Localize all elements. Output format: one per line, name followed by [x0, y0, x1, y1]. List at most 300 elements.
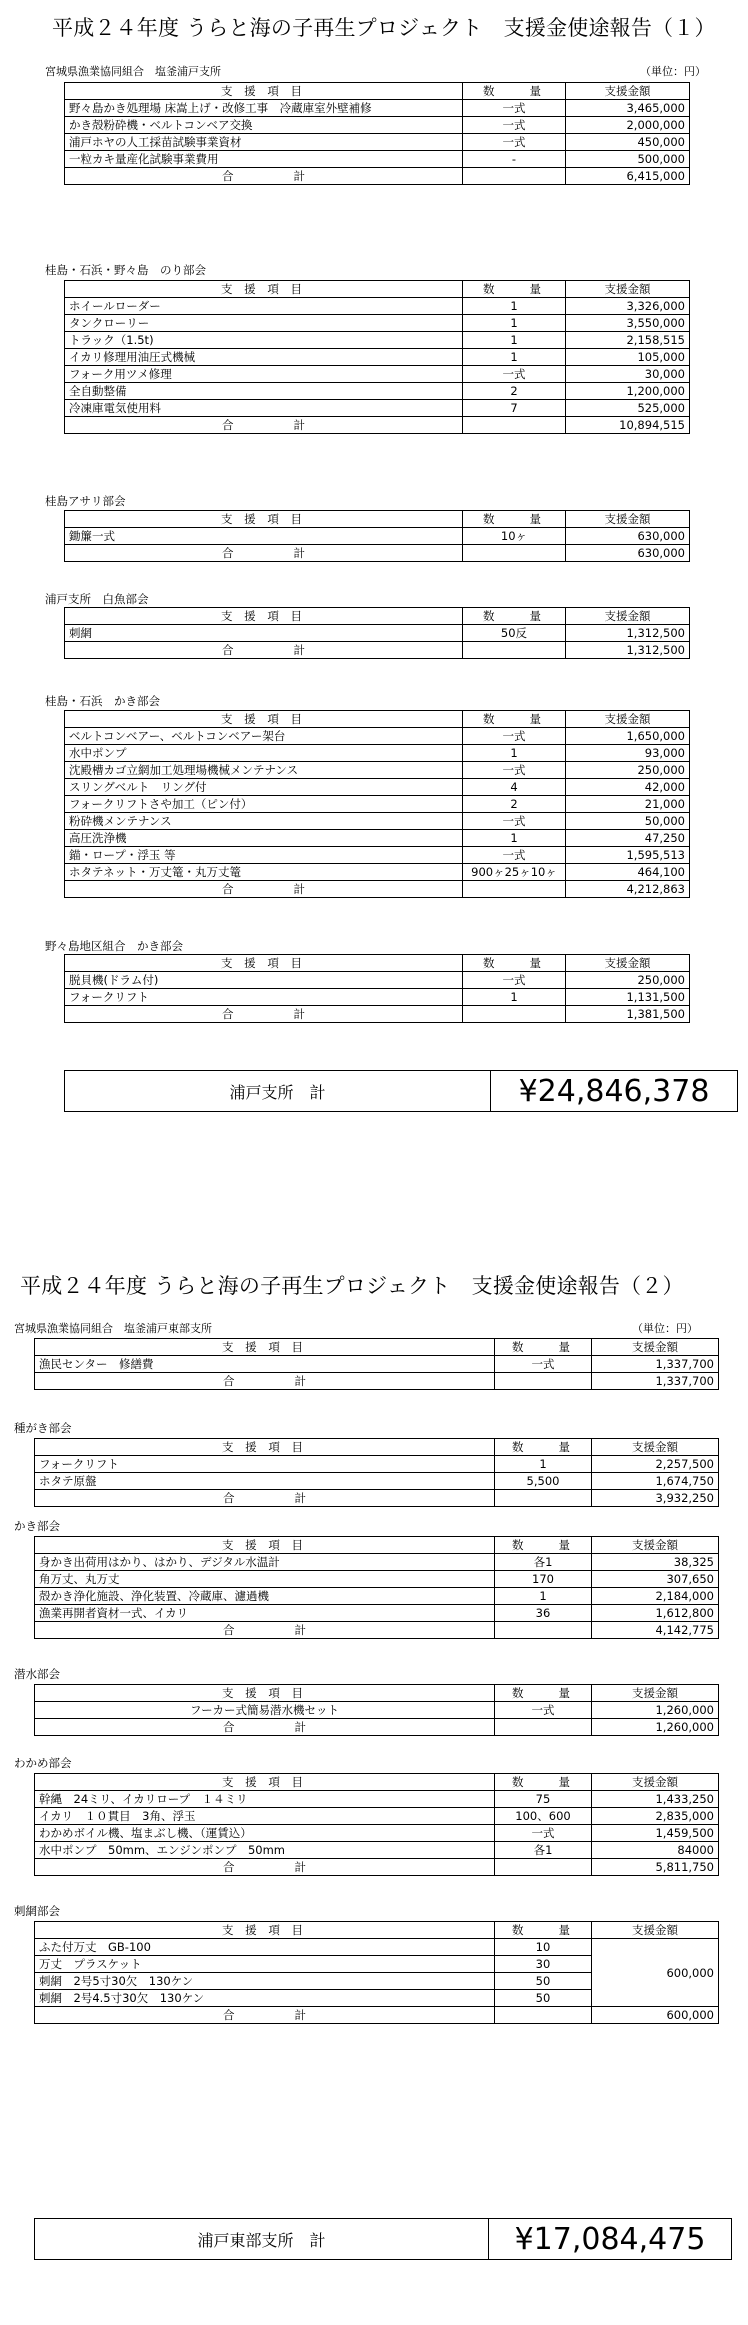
- amount-cell: 500,000: [566, 151, 690, 168]
- header-amount: 支援金額: [566, 511, 690, 528]
- amount-cell: 47,250: [566, 830, 690, 847]
- total-label-b: 計: [293, 169, 305, 183]
- item-cell: 脱貝機(ドラム付): [65, 972, 463, 989]
- item-cell: 野々島かき処理場 床嵩上げ・改修工事 冷蔵庫室外壁補修: [65, 100, 463, 117]
- total-label-b: 計: [294, 1623, 306, 1637]
- table-row: [65, 528, 690, 545]
- report-1-grand-total: [64, 1070, 738, 1112]
- table-row: [65, 117, 690, 134]
- qty-cell: 一式: [495, 1825, 592, 1842]
- table-header-row: [35, 1774, 719, 1791]
- qty-cell: 75: [495, 1791, 592, 1808]
- total-amount: 1,381,500: [566, 1006, 690, 1023]
- qty-cell: 一式: [463, 728, 566, 745]
- header-qty: 数 量: [495, 1537, 592, 1554]
- total-row: [65, 642, 690, 659]
- total-row: [65, 881, 690, 898]
- amount-cell: 2,184,000: [592, 1588, 719, 1605]
- support-table: [34, 1921, 719, 2024]
- qty-cell: 1: [463, 745, 566, 762]
- total-row: [65, 545, 690, 562]
- amount-cell: 21,000: [566, 796, 690, 813]
- table-header-row: [65, 83, 690, 100]
- total-label-b: 計: [293, 643, 305, 657]
- qty-cell: 2: [463, 796, 566, 813]
- header-item: 支 援 項 目: [65, 608, 463, 625]
- table-header-row: [65, 608, 690, 625]
- item-cell: 角万丈、丸万丈: [35, 1571, 495, 1588]
- total-label-a: 合: [223, 1374, 235, 1388]
- item-cell: フォークリフト: [35, 1456, 495, 1473]
- header-amount: 支援金額: [592, 1922, 719, 1939]
- amount-cell: 307,650: [592, 1571, 719, 1588]
- amount-cell: 50,000: [566, 813, 690, 830]
- amount-cell: 1,433,250: [592, 1791, 719, 1808]
- table-row: [65, 100, 690, 117]
- support-table: [64, 82, 690, 185]
- amount-cell: 1,595,513: [566, 847, 690, 864]
- table-row: [35, 1473, 719, 1490]
- item-cell: 一粒カキ量産化試験事業費用: [65, 151, 463, 168]
- total-label-b: 計: [294, 1860, 306, 1874]
- table-row: [65, 972, 690, 989]
- item-cell: 刺網 2号5寸30欠 130ケン: [35, 1973, 495, 1990]
- header-item: 支 援 項 目: [65, 511, 463, 528]
- item-cell: フォークリフトさや加工（ピン付）: [65, 796, 463, 813]
- total-qty-blank: [463, 168, 566, 185]
- total-amount: 4,142,775: [592, 1622, 719, 1639]
- amount-cell: 2,257,500: [592, 1456, 719, 1473]
- table-row: [35, 1939, 719, 1956]
- item-cell: 水中ポンプ 50mm、エンジンポンプ 50mm: [35, 1842, 495, 1859]
- amount-cell: 93,000: [566, 745, 690, 762]
- support-table: [34, 1536, 719, 1639]
- total-label-a: 合: [222, 882, 234, 896]
- total-qty-blank: [463, 1006, 566, 1023]
- table-row: [35, 1356, 719, 1373]
- support-table: [64, 954, 690, 1023]
- report-1-title: 平成２４年度 うらと海の子再生プロジェクト 支援金使途報告（１）: [52, 16, 716, 40]
- item-cell: かき殻粉砕機・ベルトコンベア交換: [65, 117, 463, 134]
- section-label: 野々島地区組合 かき部会: [45, 939, 183, 953]
- item-cell: ホタテ原盤: [35, 1473, 495, 1490]
- item-cell: 漁民センター 修繕費: [35, 1356, 495, 1373]
- item-cell: 浦戸ホヤの人工採苗試験事業資材: [65, 134, 463, 151]
- amount-cell: 3,326,000: [566, 298, 690, 315]
- header-item: 支 援 項 目: [65, 711, 463, 728]
- header-item: 支 援 項 目: [35, 1774, 495, 1791]
- qty-cell: 2: [463, 383, 566, 400]
- header-amount: 支援金額: [592, 1537, 719, 1554]
- qty-cell: 一式: [495, 1702, 592, 1719]
- item-cell: 沈殿槽カゴ立網加工処理場機械メンテナンス: [65, 762, 463, 779]
- total-label-a: 合: [222, 1007, 234, 1021]
- total-row: [35, 1373, 719, 1390]
- total-qty-blank: [463, 642, 566, 659]
- support-table: [34, 1773, 719, 1876]
- amount-cell: 3,550,000: [566, 315, 690, 332]
- item-cell: 幹縄 24ミリ、イカリロープ １４ミリ: [35, 1791, 495, 1808]
- report-2-grand-total: [34, 2218, 732, 2260]
- total-label: [65, 642, 463, 659]
- table-row: [35, 1702, 719, 1719]
- table-row: [35, 1456, 719, 1473]
- total-label: [65, 881, 463, 898]
- qty-cell: 一式: [463, 762, 566, 779]
- support-table: [34, 1438, 719, 1507]
- qty-cell: 1: [463, 349, 566, 366]
- table-row: [35, 1571, 719, 1588]
- qty-cell: 170: [495, 1571, 592, 1588]
- amount-cell: 1,650,000: [566, 728, 690, 745]
- item-cell: ベルトコンベアー、ベルトコンベアー架台: [65, 728, 463, 745]
- report-1-org: 宮城県漁業協同組合 塩釜浦戸支所: [45, 65, 221, 78]
- table-row: [35, 1605, 719, 1622]
- amount-cell: 250,000: [566, 972, 690, 989]
- header-qty: 数 量: [463, 955, 566, 972]
- header-qty: 数 量: [463, 711, 566, 728]
- total-label-a: 合: [222, 643, 234, 657]
- qty-cell: 一式: [463, 972, 566, 989]
- header-qty: 数 量: [463, 83, 566, 100]
- qty-cell: 各1: [495, 1842, 592, 1859]
- item-cell: 水中ポンプ: [65, 745, 463, 762]
- header-amount: 支援金額: [566, 281, 690, 298]
- section-label: 刺網部会: [14, 1904, 60, 1918]
- amount-cell: 30,000: [566, 366, 690, 383]
- amount-cell: 42,000: [566, 779, 690, 796]
- header-amount: 支援金額: [592, 1774, 719, 1791]
- total-label-b: 計: [293, 882, 305, 896]
- qty-cell: 30: [495, 1956, 592, 1973]
- amount-cell: 450,000: [566, 134, 690, 151]
- header-item: 支 援 項 目: [35, 1922, 495, 1939]
- total-label-b: 計: [294, 1374, 306, 1388]
- qty-cell: 各1: [495, 1554, 592, 1571]
- header-amount: 支援金額: [592, 1685, 719, 1702]
- table-row: [65, 332, 690, 349]
- header-item: 支 援 項 目: [35, 1339, 495, 1356]
- total-qty-blank: [463, 545, 566, 562]
- qty-cell: 1: [463, 298, 566, 315]
- support-table: [64, 510, 690, 562]
- qty-cell: 100、600: [495, 1808, 592, 1825]
- table-row: [35, 1588, 719, 1605]
- table-row: [65, 151, 690, 168]
- qty-cell: 7: [463, 400, 566, 417]
- total-amount: 1,312,500: [566, 642, 690, 659]
- item-cell: フォーク用ツメ修理: [65, 366, 463, 383]
- amount-cell: 3,465,000: [566, 100, 690, 117]
- table-row: [65, 813, 690, 830]
- item-cell: 漁業再開者資材一式、イカリ: [35, 1605, 495, 1622]
- total-label-a: 合: [222, 418, 234, 432]
- total-label: [35, 2007, 495, 2024]
- amount-cell: 1,337,700: [592, 1356, 719, 1373]
- total-label: [65, 168, 463, 185]
- grand-total-value: ¥24,846,378: [518, 1073, 710, 1109]
- total-amount: 10,894,515: [566, 417, 690, 434]
- qty-cell: 一式: [495, 1356, 592, 1373]
- total-amount: 5,811,750: [592, 1859, 719, 1876]
- table-row: [65, 762, 690, 779]
- amount-cell: 105,000: [566, 349, 690, 366]
- qty-cell: 50: [495, 1990, 592, 2007]
- section-label: 桂島アサリ部会: [45, 494, 126, 508]
- table-row: [65, 864, 690, 881]
- qty-cell: 50反: [463, 625, 566, 642]
- table-header-row: [35, 1685, 719, 1702]
- amount-cell: 38,325: [592, 1554, 719, 1571]
- total-row: [35, 1490, 719, 1507]
- table-header-row: [35, 1339, 719, 1356]
- total-label: [65, 1006, 463, 1023]
- report-2-title: 平成２４年度 うらと海の子再生プロジェクト 支援金使途報告（２）: [20, 1274, 684, 1298]
- qty-cell: 一式: [463, 847, 566, 864]
- item-cell: ホタテネット・万丈篭・丸万丈篭: [65, 864, 463, 881]
- qty-cell: 一式: [463, 134, 566, 151]
- qty-cell: 1: [463, 989, 566, 1006]
- item-cell: トラック（1.5t): [65, 332, 463, 349]
- amount-cell: 2,000,000: [566, 117, 690, 134]
- qty-cell: 1: [463, 332, 566, 349]
- merged-amount-cell: 600,000: [592, 1939, 719, 2007]
- qty-cell: 10: [495, 1939, 592, 1956]
- total-qty-blank: [463, 417, 566, 434]
- header-item: 支 援 項 目: [35, 1685, 495, 1702]
- item-cell: フーカー式簡易潜水機セット: [35, 1702, 495, 1719]
- total-qty-blank: [495, 2007, 592, 2024]
- item-cell: 冷凍庫電気使用料: [65, 400, 463, 417]
- total-label: [35, 1490, 495, 1507]
- amount-cell: 464,100: [566, 864, 690, 881]
- table-row: [35, 1554, 719, 1571]
- amount-cell: 2,835,000: [592, 1808, 719, 1825]
- table-row: [65, 298, 690, 315]
- qty-cell: 1: [463, 830, 566, 847]
- item-cell: ホイールローダー: [65, 298, 463, 315]
- item-cell: 万丈 プラスケット: [35, 1956, 495, 1973]
- table-row: [65, 625, 690, 642]
- total-qty-blank: [495, 1622, 592, 1639]
- report-2-org: 宮城県漁業協同組合 塩釜浦戸東部支所: [14, 1322, 212, 1335]
- table-row: [35, 1842, 719, 1859]
- header-qty: 数 量: [495, 1922, 592, 1939]
- qty-cell: 一式: [463, 813, 566, 830]
- table-row: [65, 400, 690, 417]
- table-row: [35, 1791, 719, 1808]
- item-cell: フォークリフト: [65, 989, 463, 1006]
- total-label-b: 計: [293, 1007, 305, 1021]
- section-label: 桂島・石浜 かき部会: [45, 694, 160, 708]
- header-item: 支 援 項 目: [35, 1439, 495, 1456]
- table-row: [65, 349, 690, 366]
- total-row: [65, 1006, 690, 1023]
- amount-cell: 630,000: [566, 528, 690, 545]
- total-label-a: 合: [223, 2008, 235, 2022]
- section-label: 浦戸支所 白魚部会: [45, 592, 149, 606]
- total-label: [35, 1373, 495, 1390]
- total-label-a: 合: [223, 1720, 235, 1734]
- table-row: [65, 989, 690, 1006]
- table-row: [65, 796, 690, 813]
- item-cell: イカリ １０貫目 3角、浮玉: [35, 1808, 495, 1825]
- table-header-row: [65, 511, 690, 528]
- table-row: [35, 1825, 719, 1842]
- table-header-row: [65, 281, 690, 298]
- item-cell: ふた付万丈 GB-100: [35, 1939, 495, 1956]
- item-cell: 身かき出荷用はかり、はかり、デジタル水温計: [35, 1554, 495, 1571]
- total-qty-blank: [495, 1490, 592, 1507]
- total-row: [65, 417, 690, 434]
- total-qty-blank: [495, 1719, 592, 1736]
- qty-cell: 一式: [463, 100, 566, 117]
- total-qty-blank: [463, 881, 566, 898]
- support-table: [34, 1684, 719, 1736]
- header-item: 支 援 項 目: [65, 281, 463, 298]
- table-header-row: [65, 955, 690, 972]
- header-amount: 支援金額: [592, 1339, 719, 1356]
- item-cell: 全自動整備: [65, 383, 463, 400]
- qty-cell: 一式: [463, 117, 566, 134]
- table-row: [65, 847, 690, 864]
- table-header-row: [35, 1922, 719, 1939]
- table-row: [65, 779, 690, 796]
- total-row: [35, 1622, 719, 1639]
- qty-cell: 900ヶ25ヶ10ヶ: [463, 864, 566, 881]
- header-amount: 支援金額: [592, 1439, 719, 1456]
- header-item: 支 援 項 目: [65, 83, 463, 100]
- total-qty-blank: [495, 1373, 592, 1390]
- support-table: [64, 280, 690, 434]
- amount-cell: 1,312,500: [566, 625, 690, 642]
- total-label: [65, 545, 463, 562]
- table-row: [65, 366, 690, 383]
- item-cell: 鋤簾一式: [65, 528, 463, 545]
- report-2-unit: （単位：円）: [632, 1322, 698, 1335]
- grand-total-label: 浦戸支所 計: [65, 1071, 491, 1111]
- report-1-unit: （単位：円）: [640, 65, 706, 78]
- amount-cell: 1,612,800: [592, 1605, 719, 1622]
- support-table: [64, 607, 690, 659]
- qty-cell: 1: [495, 1456, 592, 1473]
- amount-cell: 2,158,515: [566, 332, 690, 349]
- item-cell: スリングベルト リング付: [65, 779, 463, 796]
- header-amount: 支援金額: [566, 711, 690, 728]
- section-label: 潜水部会: [14, 1667, 60, 1681]
- header-amount: 支援金額: [566, 608, 690, 625]
- header-qty: 数 量: [495, 1439, 592, 1456]
- total-row: [35, 1859, 719, 1876]
- support-table: [34, 1338, 719, 1390]
- support-table: [64, 710, 690, 898]
- total-label-a: 合: [223, 1491, 235, 1505]
- total-amount: 4,212,863: [566, 881, 690, 898]
- item-cell: 高圧洗浄機: [65, 830, 463, 847]
- grand-total-value: ¥17,084,475: [514, 2221, 706, 2257]
- total-label: [35, 1719, 495, 1736]
- item-cell: 殻かき浄化施設、浄化装置、冷蔵庫、濾過機: [35, 1588, 495, 1605]
- total-label-a: 合: [222, 169, 234, 183]
- item-cell: 刺網 2号4.5寸30欠 130ケン: [35, 1990, 495, 2007]
- table-row: [65, 134, 690, 151]
- amount-cell: 1,459,500: [592, 1825, 719, 1842]
- item-cell: 錨・ロープ・浮玉 等: [65, 847, 463, 864]
- amount-cell: 1,260,000: [592, 1702, 719, 1719]
- total-amount: 630,000: [566, 545, 690, 562]
- total-label-b: 計: [293, 546, 305, 560]
- table-row: [35, 1808, 719, 1825]
- total-amount: 600,000: [592, 2007, 719, 2024]
- amount-cell: 250,000: [566, 762, 690, 779]
- header-qty: 数 量: [463, 281, 566, 298]
- header-qty: 数 量: [495, 1774, 592, 1791]
- header-amount: 支援金額: [566, 955, 690, 972]
- section-label: わかめ部会: [14, 1756, 72, 1770]
- total-label-b: 計: [293, 418, 305, 432]
- item-cell: わかめボイル機、塩まぶし機、（運賃込）: [35, 1825, 495, 1842]
- amount-cell: 84000: [592, 1842, 719, 1859]
- amount-cell: 1,674,750: [592, 1473, 719, 1490]
- item-cell: 刺網: [65, 625, 463, 642]
- section-label: かき部会: [14, 1519, 60, 1533]
- qty-cell: 5,500: [495, 1473, 592, 1490]
- header-qty: 数 量: [463, 608, 566, 625]
- total-amount: 1,260,000: [592, 1719, 719, 1736]
- table-row: [65, 830, 690, 847]
- total-label-b: 計: [294, 2008, 306, 2022]
- total-label-a: 合: [223, 1860, 235, 1874]
- qty-cell: 1: [495, 1588, 592, 1605]
- total-label-a: 合: [223, 1623, 235, 1637]
- total-row: [35, 2007, 719, 2024]
- amount-cell: 525,000: [566, 400, 690, 417]
- total-label: [65, 417, 463, 434]
- header-qty: 数 量: [463, 511, 566, 528]
- total-label-b: 計: [294, 1491, 306, 1505]
- header-item: 支 援 項 目: [35, 1537, 495, 1554]
- qty-cell: 50: [495, 1973, 592, 1990]
- table-row: [65, 383, 690, 400]
- table-header-row: [35, 1537, 719, 1554]
- total-row: [65, 168, 690, 185]
- header-qty: 数 量: [495, 1339, 592, 1356]
- item-cell: 粉砕機メンテナンス: [65, 813, 463, 830]
- total-label-a: 合: [222, 546, 234, 560]
- total-label: [35, 1859, 495, 1876]
- amount-cell: 1,200,000: [566, 383, 690, 400]
- qty-cell: 36: [495, 1605, 592, 1622]
- table-header-row: [35, 1439, 719, 1456]
- section-label: 種がき部会: [14, 1421, 72, 1435]
- grand-total-label: 浦戸東部支所 計: [35, 2219, 489, 2259]
- header-item: 支 援 項 目: [65, 955, 463, 972]
- header-amount: 支援金額: [566, 83, 690, 100]
- amount-cell: 1,131,500: [566, 989, 690, 1006]
- table-row: [65, 315, 690, 332]
- qty-cell: 一式: [463, 366, 566, 383]
- item-cell: イカリ修理用油圧式機械: [65, 349, 463, 366]
- header-qty: 数 量: [495, 1685, 592, 1702]
- total-amount: 6,415,000: [566, 168, 690, 185]
- table-header-row: [65, 711, 690, 728]
- total-row: [35, 1719, 719, 1736]
- qty-cell: -: [463, 151, 566, 168]
- table-row: [65, 745, 690, 762]
- qty-cell: 4: [463, 779, 566, 796]
- total-qty-blank: [495, 1859, 592, 1876]
- total-label-b: 計: [294, 1720, 306, 1734]
